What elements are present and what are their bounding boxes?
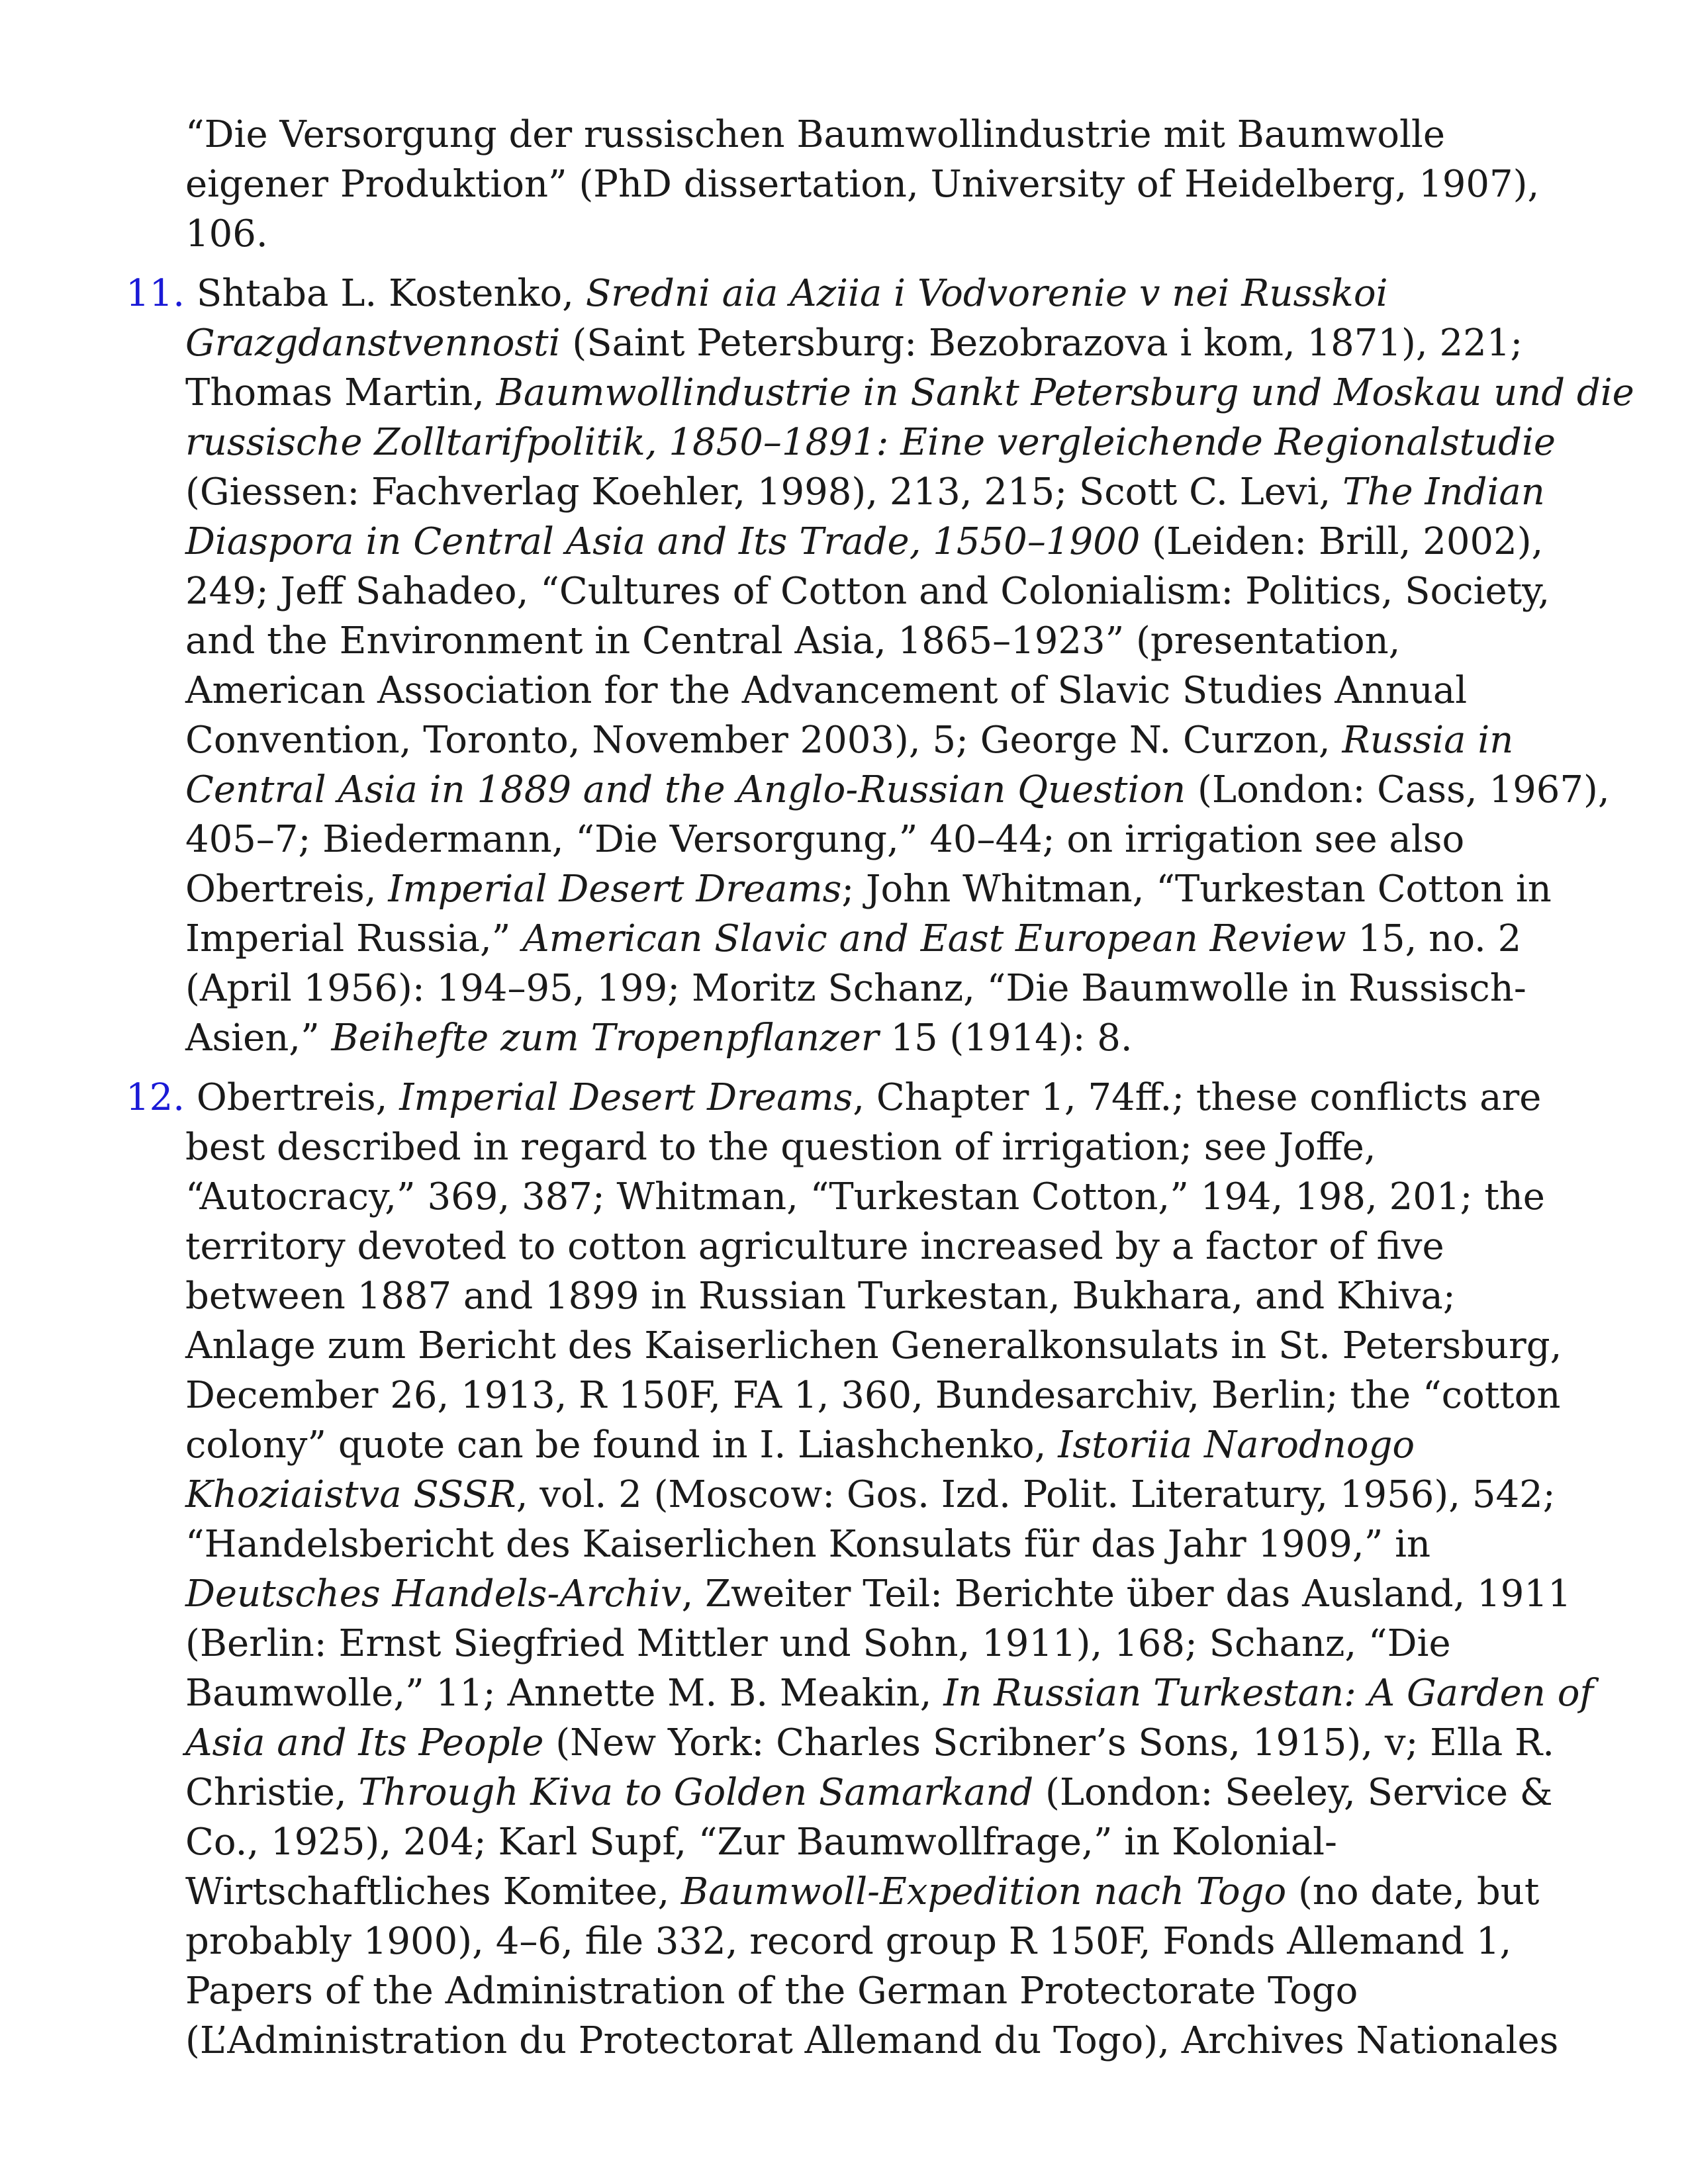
citation-text: December 26, 1913, R 150F, FA 1, 360, Bundesarchiv, Berlin; the “cotton xyxy=(185,1374,1561,1417)
citation-text: Anlage zum Bericht des Kaiserlichen Generalkonsulats in St. Petersburg, xyxy=(185,1324,1562,1367)
citation-text: ; John Whitman, “Turkestan Cotton in xyxy=(841,868,1552,911)
citation-text: “Handelsbericht des Kaiserlichen Konsulats für das Jahr 1909,” in xyxy=(185,1523,1431,1566)
citation-text: 15 (1914): 8. xyxy=(878,1017,1133,1060)
italic-title-text: American Slavic and East European Review xyxy=(522,917,1346,960)
citation-text: (London: Cass, 1967), xyxy=(1186,768,1610,811)
note-11-line xyxy=(185,765,1610,815)
fragment-line: eigener Produktion” (PhD dissertation, University of Heidelberg, 1907), xyxy=(185,163,1540,206)
note-12-line xyxy=(185,1172,1545,1222)
citation-text: Wirtschaftliches Komitee, xyxy=(185,1870,681,1913)
citation-text: (Saint Petersburg: Bezobrazova i kom, 1871), 221; xyxy=(560,322,1523,365)
note-11-line xyxy=(185,715,1513,765)
italic-title-text: Central Asia in 1889 and the Anglo-Russian Question xyxy=(185,768,1186,811)
citation-text: , Zweiter Teil: Berichte über das Ausland, 1911 xyxy=(681,1572,1571,1615)
citation-text: between 1887 and 1899 in Russian Turkestan, Bukhara, and Khiva; xyxy=(185,1275,1456,1318)
note-11-line xyxy=(185,368,1634,418)
citation-text: probably 1900), 4–6, file 332, record group R 150F, Fonds Allemand 1, xyxy=(185,1920,1512,1963)
note-12-line xyxy=(185,1718,1554,1768)
note-12-line xyxy=(185,1271,1456,1321)
italic-title-text: The Indian xyxy=(1342,471,1545,514)
note-12-line xyxy=(185,1520,1430,1569)
italic-title-text: Through Kiva to Golden Samarkand xyxy=(358,1771,1034,1814)
citation-text: Asien,” xyxy=(185,1017,332,1060)
note-12-line xyxy=(185,1917,1511,1966)
note-12-line xyxy=(185,1222,1444,1271)
note-12-line xyxy=(185,1371,1560,1420)
citation-text: (April 1956): 194–95, 199; Moritz Schanz, “Die Baumwolle in Russisch- xyxy=(185,967,1526,1010)
note-12-line xyxy=(185,1817,1337,1867)
note-11-line xyxy=(185,616,1400,666)
citation-text: (Leiden: Brill, 2002), xyxy=(1140,520,1544,563)
citation-text: territory devoted to cotton agriculture increased by a factor of five xyxy=(185,1225,1444,1268)
citation-text: Convention, Toronto, November 2003), 5; George N. Curzon, xyxy=(185,719,1342,762)
citation-text: , vol. 2 (Moscow: Gos. Izd. Polit. Literatury, 1956), 542; xyxy=(516,1473,1556,1516)
note-11-line xyxy=(185,666,1467,715)
note-12-line xyxy=(185,1122,1376,1172)
citation-text: (London: Seeley, Service & xyxy=(1033,1771,1553,1814)
citation-text: colony” quote can be found in I. Liashchenko, xyxy=(185,1424,1058,1467)
italic-title-text: Asia and Its People xyxy=(185,1721,544,1764)
italic-title-text: Istoriia Narodnogo xyxy=(1058,1424,1415,1467)
note-11-line xyxy=(185,864,1552,914)
fragment-line: 106. xyxy=(185,212,268,255)
note-11-line xyxy=(185,418,1556,467)
italic-title-text: Grazgdanstvennosti xyxy=(185,322,561,365)
note-12-line xyxy=(185,1619,1451,1668)
note-12-line xyxy=(185,1668,1593,1718)
note-11-line xyxy=(126,269,1387,318)
italic-title-text: Khoziaistva SSSR xyxy=(185,1473,516,1516)
italic-title-text: In Russian Turkestan: A Garden of xyxy=(943,1672,1594,1715)
citation-text: American Association for the Advancement of Slavic Studies Annual xyxy=(185,669,1468,712)
citation-text: (New York: Charles Scribner’s Sons, 1915), v; Ella R. xyxy=(543,1721,1555,1764)
citation-text: and the Environment in Central Asia, 1865–1923” (presentation, xyxy=(185,619,1401,662)
citation-text: Obertreis, xyxy=(185,1076,400,1119)
citation-text: 405–7; Biedermann, “Die Versorgung,” 40–44; on irrigation see also xyxy=(185,818,1465,861)
note-11-line xyxy=(185,567,1550,616)
citation-text: (L’Administration du Protectorat Allemand du Togo), Archives Nationales xyxy=(185,2019,1559,2062)
note-12-line xyxy=(185,1321,1562,1371)
citation-text: Co., 1925), 204; Karl Supf, “Zur Baumwollfrage,” in Kolonial- xyxy=(185,1821,1337,1864)
note-12-line xyxy=(126,1073,1541,1122)
italic-title-text: Baumwollindustrie in Sankt Petersburg und Moskau und die xyxy=(496,371,1634,414)
citation-text: Baumwolle,” 11; Annette M. B. Meakin, xyxy=(185,1672,944,1715)
citation-text: 249; Jeff Sahadeo, “Cultures of Cotton and Colonialism: Politics, Society, xyxy=(185,570,1550,613)
italic-title-text: Beihefte zum Tropenpflanzer xyxy=(331,1017,879,1060)
citation-text: Christie, xyxy=(185,1771,359,1814)
note-11-line xyxy=(185,517,1543,567)
italic-title-text: Deutsches Handels-Archiv xyxy=(185,1572,682,1615)
fragment-line: “Die Versorgung der russischen Baumwollindustrie mit Baumwolle xyxy=(185,113,1445,156)
italic-title-text: Imperial Desert Dreams xyxy=(399,1076,853,1119)
note-11-line xyxy=(185,318,1523,368)
citation-text: Papers of the Administration of the German Protectorate Togo xyxy=(185,1970,1358,2013)
note-12-line xyxy=(185,1867,1539,1917)
note-12-line xyxy=(185,2016,1558,2066)
note-11-line xyxy=(185,964,1526,1013)
note-12-line xyxy=(185,1768,1553,1817)
italic-title-text: Sredni aia Aziia i Vodvorenie v nei Russkoi xyxy=(585,272,1388,315)
citation-text: Thomas Martin, xyxy=(185,371,496,414)
citation-text: “Autocracy,” 369, 387; Whitman, “Turkestan Cotton,” 194, 198, 201; the xyxy=(185,1175,1545,1218)
note-12-line xyxy=(185,1966,1358,2016)
citation-text: (Giessen: Fachverlag Koehler, 1998), 213, 215; Scott C. Levi, xyxy=(185,471,1343,514)
note-12-line xyxy=(185,1420,1415,1470)
note-11-line xyxy=(185,1013,1133,1063)
note-11-line xyxy=(185,815,1464,864)
italic-title-text: russische Zolltarifpolitik, 1850–1891: Eine vergleichende Regionalstudie xyxy=(185,421,1556,464)
italic-title-text: Imperial Desert Dreams xyxy=(388,868,842,911)
note-12-line xyxy=(185,1470,1556,1520)
note-11-line xyxy=(185,467,1545,517)
citation-text: (Berlin: Ernst Siegfried Mittler und Sohn, 1911), 168; Schanz, “Die xyxy=(185,1622,1451,1665)
citation-text: Shtaba L. Kostenko, xyxy=(185,272,586,315)
citation-text: Imperial Russia,” xyxy=(185,917,523,960)
italic-title-text: Russia in xyxy=(1342,719,1514,762)
note-11-number[interactable]: 11. xyxy=(126,272,185,315)
note-11-line xyxy=(185,914,1521,964)
citation-text: best described in regard to the question of irrigation; see Joffe, xyxy=(185,1126,1376,1169)
citation-text: , Chapter 1, 74ff.; these conflicts are xyxy=(853,1076,1542,1119)
italic-title-text: Diaspora in Central Asia and Its Trade, 1550–1900 xyxy=(185,520,1141,563)
italic-title-text: Baumwoll-Expedition nach Togo xyxy=(680,1870,1287,1913)
note-12-number[interactable]: 12. xyxy=(126,1076,185,1119)
citation-text: 15, no. 2 xyxy=(1346,917,1522,960)
note-12-line xyxy=(185,1569,1571,1619)
citation-text: (no date, but xyxy=(1286,1870,1540,1913)
citation-text: Obertreis, xyxy=(185,868,389,911)
